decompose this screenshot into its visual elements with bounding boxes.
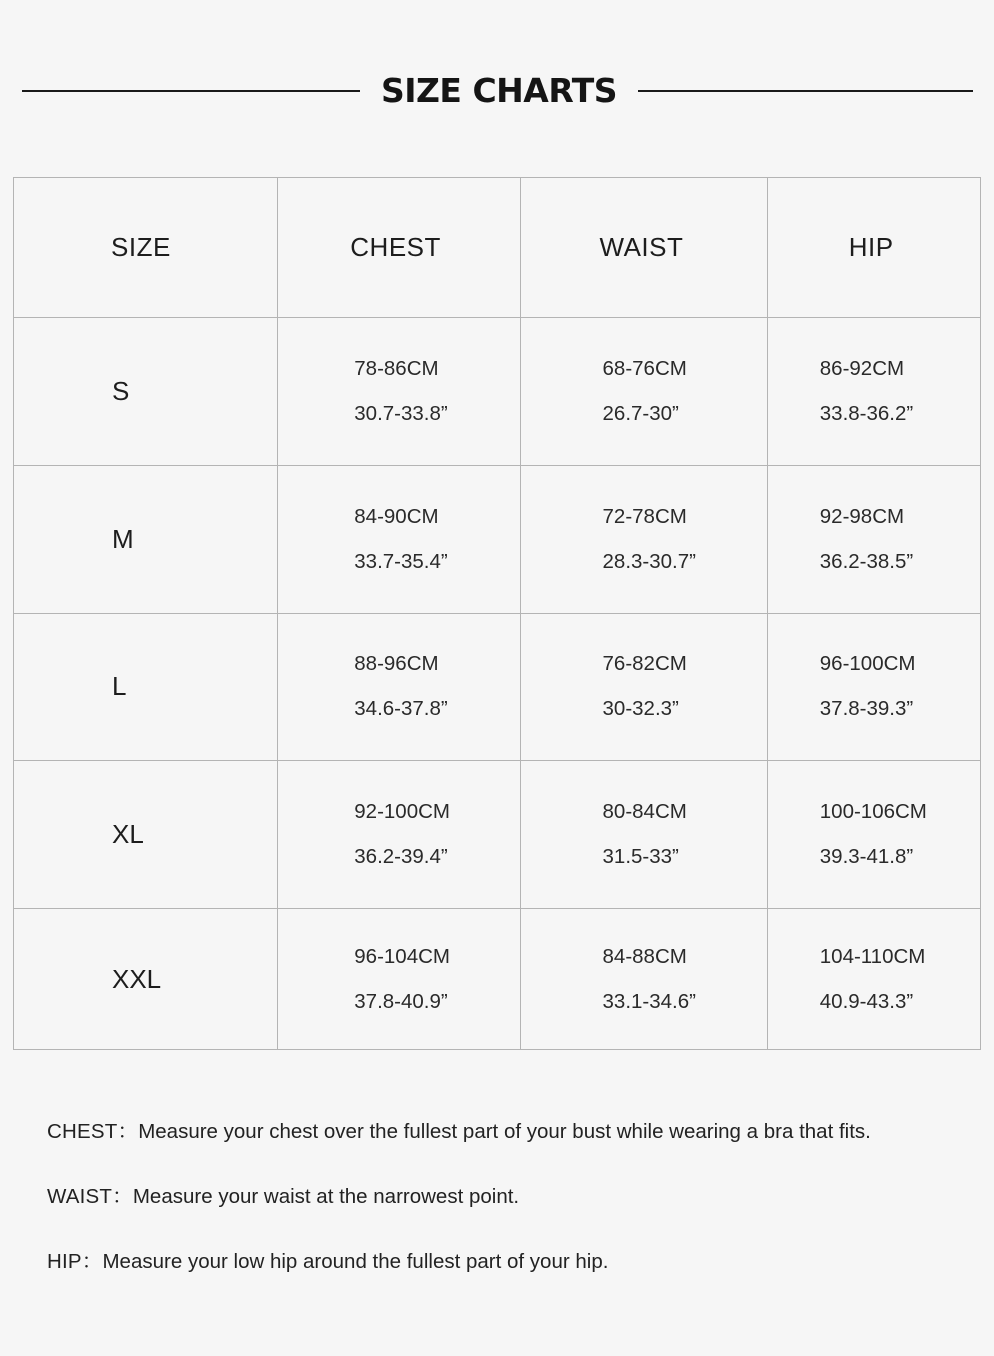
hip-inch: 33.8-36.2” (819, 401, 914, 425)
hip-cm: 104-110CM (819, 944, 926, 968)
waist-measure-note (47, 1184, 519, 1210)
size-label: XL (14, 761, 278, 909)
note-text: Measure your chest over the fullest part of your bust while wearing a bra that fits. (138, 1120, 871, 1143)
hip-cell (767, 761, 980, 909)
hip-cell (767, 909, 980, 1050)
size-label: XXL (14, 909, 278, 1050)
header-waist: WAIST (520, 178, 767, 318)
hip-inch: 39.3-41.8” (819, 845, 914, 869)
waist-cell (520, 613, 767, 761)
chest-cell (278, 909, 520, 1050)
waist-inch: 31.5-33” (602, 845, 679, 869)
hip-cm: 96-100CM (819, 652, 916, 676)
chest-inch: 37.8-40.9” (354, 989, 448, 1013)
waist-cell (520, 909, 767, 1050)
hip-cm: 86-92CM (819, 356, 905, 380)
table-row (14, 909, 981, 1050)
waist-inch: 26.7-30” (602, 401, 679, 425)
size-chart-table (13, 177, 981, 1050)
waist-cm: 72-78CM (602, 504, 687, 528)
table-row (14, 318, 981, 466)
waist-inch: 28.3-30.7” (602, 549, 696, 573)
title-rule-right (638, 90, 973, 92)
waist-cell (520, 318, 767, 466)
table-row (14, 761, 981, 909)
header-chest: CHEST (278, 178, 520, 318)
header-size: SIZE (14, 178, 278, 318)
chest-cell (278, 761, 520, 909)
chest-cell (278, 613, 520, 761)
table-row (14, 613, 981, 761)
note-label: CHEST： (47, 1120, 139, 1143)
chest-cm: 78-86CM (354, 356, 439, 380)
waist-cm: 68-76CM (602, 356, 687, 380)
note-label: HIP： (47, 1250, 103, 1273)
title-rule-left (22, 90, 360, 92)
waist-cm: 80-84CM (602, 800, 687, 824)
header-hip: HIP (767, 178, 980, 318)
chest-inch: 34.6-37.8” (354, 697, 448, 721)
hip-inch: 40.9-43.3” (819, 989, 914, 1013)
chest-cm: 84-90CM (354, 504, 439, 528)
waist-inch: 30-32.3” (602, 697, 679, 721)
hip-cell (767, 613, 980, 761)
note-text: Measure your low hip around the fullest part of your hip. (102, 1250, 609, 1273)
waist-cell (520, 465, 767, 613)
waist-cell (520, 761, 767, 909)
waist-inch: 33.1-34.6” (602, 989, 696, 1013)
chest-cm: 96-104CM (354, 944, 450, 968)
hip-cell (767, 465, 980, 613)
note-label: WAIST： (47, 1185, 133, 1208)
size-label: M (14, 465, 278, 613)
size-label: S (14, 318, 278, 466)
chest-cm: 92-100CM (354, 800, 450, 824)
note-text: Measure your waist at the narrowest point. (132, 1185, 520, 1208)
hip-cell (767, 318, 980, 466)
chest-inch: 36.2-39.4” (354, 845, 448, 869)
page-title: SIZE CHARTS (380, 71, 618, 110)
waist-cm: 84-88CM (602, 944, 687, 968)
chest-cell (278, 318, 520, 466)
hip-inch: 37.8-39.3” (819, 697, 914, 721)
size-label: L (14, 613, 278, 761)
chest-cm: 88-96CM (354, 652, 439, 676)
chest-inch: 33.7-35.4” (354, 549, 448, 573)
chest-measure-note (47, 1119, 871, 1145)
chest-inch: 30.7-33.8” (354, 401, 448, 425)
table-row (14, 465, 981, 613)
waist-cm: 76-82CM (602, 652, 687, 676)
hip-cm: 92-98CM (819, 504, 905, 528)
hip-measure-note (47, 1249, 608, 1275)
hip-cm: 100-106CM (819, 800, 927, 824)
table-header-row (14, 178, 981, 318)
chest-cell (278, 465, 520, 613)
hip-inch: 36.2-38.5” (819, 549, 914, 573)
